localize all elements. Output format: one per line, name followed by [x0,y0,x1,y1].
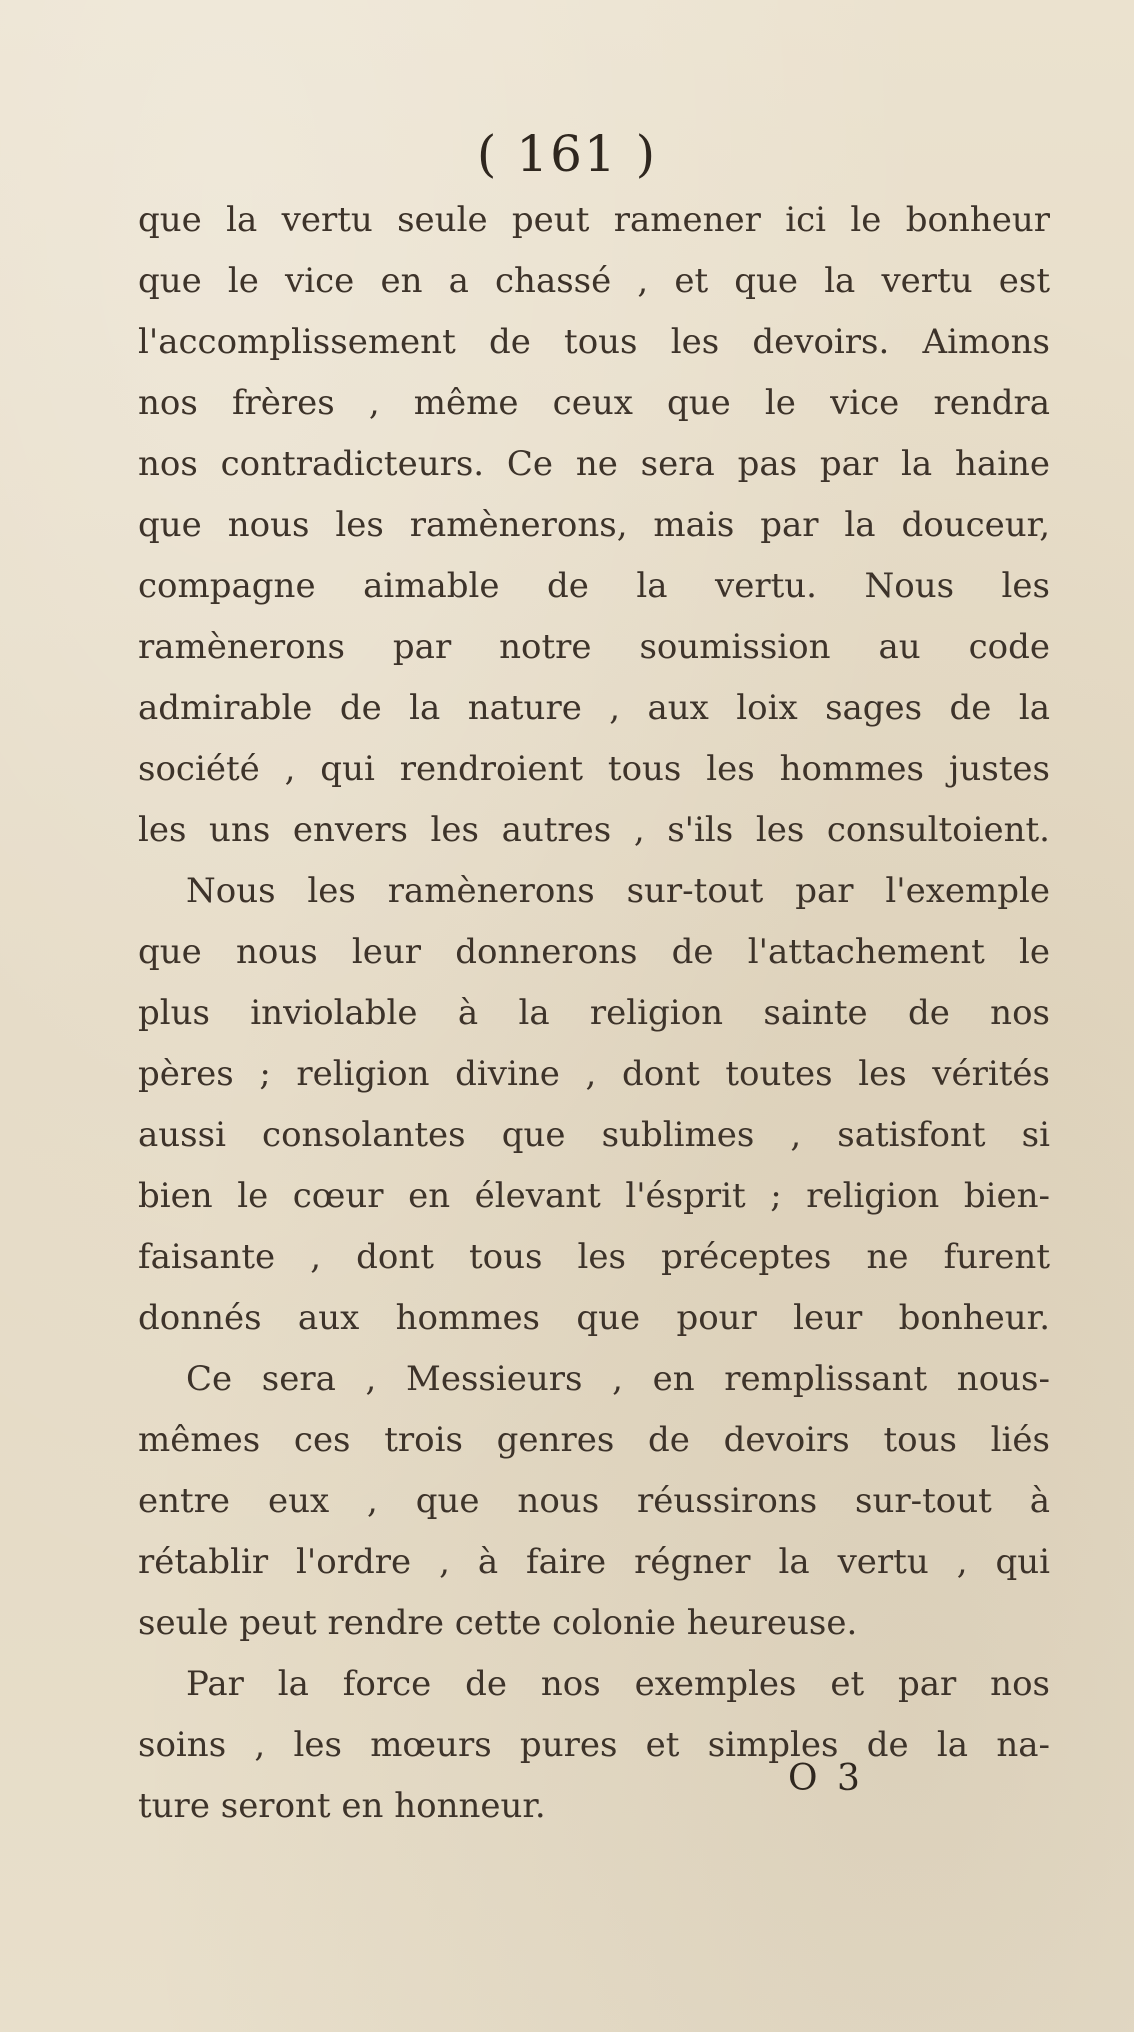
text-line: faisante , dont tous les préceptes ne furent [138,1237,1050,1277]
text-line: plus inviolable à la religion sainte de nos [138,993,1050,1033]
paragraph-2 [138,861,1050,1349]
paragraph-3 [138,1349,1050,1654]
paragraph-4 [138,1654,1050,1837]
text-line: que nous les ramènerons, mais par la douceur, [138,505,1050,545]
text-line: les uns envers les autres , s'ils les consultoient. [138,810,1050,850]
text-line: compagne aimable de la vertu. Nous les [138,566,1050,606]
signature-mark: O 3 [788,1758,864,1799]
page-number: ( 161 ) [476,125,658,183]
text-line: admirable de la nature , aux loix sages de la [138,688,1050,728]
text-line: Par la force de nos exemples et par nos [186,1664,1050,1704]
text-line: entre eux , que nous réussirons sur-tout à [138,1481,1050,1521]
text-line: nos frères , même ceux que le vice rendra [138,383,1050,423]
text-line: que nous leur donnerons de l'attachement le [138,932,1050,972]
text-line: nos contradicteurs. Ce ne sera pas par la haine [138,444,1050,484]
text-line: que la vertu seule peut ramener ici le bonheur [138,200,1050,240]
body-text [138,190,1050,1837]
text-line: Nous les ramènerons sur-tout par l'exemple [186,871,1050,911]
text-line: Ce sera , Messieurs , en remplissant nous- [186,1359,1050,1399]
text-line: mêmes ces trois genres de devoirs tous liés [138,1420,1050,1460]
text-line: ramènerons par notre soumission au code [138,627,1050,667]
text-line: que le vice en a chassé , et que la vertu est [138,261,1050,301]
text-line: bien le cœur en élevant l'ésprit ; religion bien- [138,1176,1050,1216]
paragraph-1 [138,190,1050,861]
text-line: soins , les mœurs pures et simples de la na- [138,1725,1050,1765]
text-line: ture seront en honneur. [138,1786,546,1826]
text-line: l'accomplissement de tous les devoirs. Aimons [138,322,1050,362]
text-line: seule peut rendre cette colonie heureuse. [138,1603,858,1643]
text-line: rétablir l'ordre , à faire régner la vertu , qui [138,1542,1050,1582]
text-line: donnés aux hommes que pour leur bonheur. [138,1298,1050,1338]
text-line: aussi consolantes que sublimes , satisfont si [138,1115,1050,1155]
text-line: société , qui rendroient tous les hommes justes [138,749,1050,789]
text-line: pères ; religion divine , dont toutes les vérités [138,1054,1050,1094]
